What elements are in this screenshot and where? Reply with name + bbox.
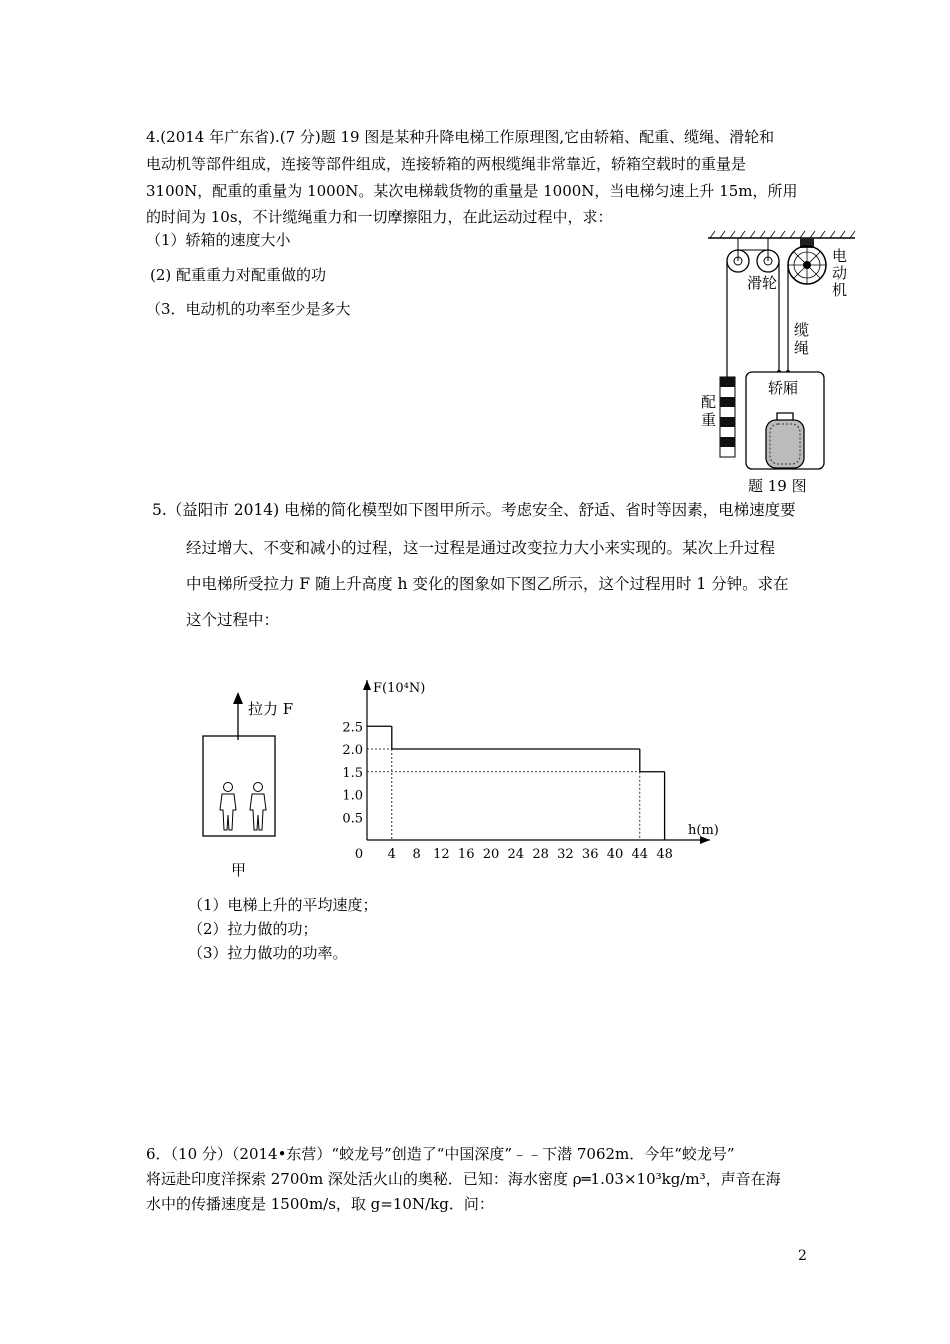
q5-line-3: 中电梯所受拉力 F 随上升高度 h 变化的图象如下图乙所示，这个过程用时 1 分钟。求在 xyxy=(186,575,789,593)
y-axis-label: F(10⁴N) xyxy=(373,681,426,696)
cargo-bag xyxy=(766,413,804,468)
q4-line-1: 4.(2014 年广东省).(7 分)题 19 图是某种升降电梯工作原理图,它由轿箱、配重、缆绳、滑轮和 xyxy=(146,128,775,146)
x-tick-label: 24 xyxy=(507,847,525,862)
x-tick-label: 44 xyxy=(631,847,649,862)
counterweight xyxy=(720,377,735,457)
y-axis-arrow xyxy=(363,680,371,690)
counterweight-label-2: 重 xyxy=(701,411,717,429)
q4-sub-1: （1）轿箱的速度大小 xyxy=(146,231,291,249)
q5-line-2: 经过增大、不变和减小的过程，这一过程是通过改变拉力大小来实现的。某次上升过程 xyxy=(186,539,776,557)
motor-label-1: 电 xyxy=(832,247,848,265)
y-tick-label: 2.5 xyxy=(342,720,363,736)
x-tick-label: 48 xyxy=(656,847,673,862)
elevator-model-figure xyxy=(195,690,315,885)
elevator-diagram xyxy=(700,225,860,495)
x-tick-label: 20 xyxy=(482,847,500,862)
cable-label-2: 绳 xyxy=(794,339,810,357)
page-number: 2 xyxy=(798,1248,807,1264)
elevator-box xyxy=(203,736,275,836)
q4-line-2: 电动机等部件组成，连接等部件组成，连接轿箱的两根缆绳非常靠近，轿箱空载时的重量是 xyxy=(146,155,747,173)
q4-line-3: 3100N，配重的重量为 1000N。某次电梯载货物的重量是 1000N，当电梯匀速上升 15m，所用 xyxy=(146,182,798,200)
q5-sub-2: （2）拉力做的功； xyxy=(188,920,318,938)
x-tick-label: 0 xyxy=(354,847,364,862)
q6-line-1: 6．（10 分）（2014•东营）“蛟龙号”创造了“中国深度”﹣﹣下潜 7062m．今年“蛟龙号” xyxy=(146,1145,735,1163)
y-tick-label: 0.5 xyxy=(342,811,363,827)
people-icon xyxy=(220,783,266,831)
x-tick-label: 8 xyxy=(412,847,421,862)
x-axis-label: h(m) xyxy=(688,823,719,838)
fig-jia-caption: 甲 xyxy=(231,861,247,879)
car-label: 轿厢 xyxy=(768,379,799,397)
motor-label-2: 动 xyxy=(832,264,848,282)
y-tick-label: 1.0 xyxy=(342,788,363,804)
q4-line-4: 的时间为 10s，不计缆绳重力和一切摩擦阻力，在此运动过程中，求： xyxy=(146,208,613,226)
y-tick-label: 1.5 xyxy=(342,765,363,781)
q4-sub-3: （3．电动机的功率至少是多大 xyxy=(146,300,351,318)
q4-sub-2: (2) 配重重力对配重做的功 xyxy=(150,266,327,284)
force-label: 拉力 F xyxy=(248,700,294,718)
q6-line-2: 将远赴印度洋探索 2700m 深处活火山的奥秘．已知：海水密度 ρ═1.03×10³kg/m³，声音在海 xyxy=(146,1170,781,1188)
force-height-chart xyxy=(330,670,730,890)
x-tick-label: 16 xyxy=(457,847,475,862)
counterweight-label-1: 配 xyxy=(701,393,717,411)
x-tick-label: 4 xyxy=(387,847,396,862)
x-tick-label: 40 xyxy=(606,847,624,862)
x-tick-label: 28 xyxy=(532,847,549,862)
q5-line-4: 这个过程中： xyxy=(186,611,280,629)
cable-label-1: 缆 xyxy=(794,321,810,339)
q5-sub-3: （3）拉力做功的功率。 xyxy=(188,944,348,962)
q5-sub-1: （1）电梯上升的平均速度； xyxy=(188,896,378,914)
x-tick-label: 32 xyxy=(557,847,574,862)
y-tick-label: 2.0 xyxy=(342,743,363,758)
q6-line-3: 水中的传播速度是 1500m/s，取 g=10N/kg．问： xyxy=(146,1195,494,1213)
q5-line-1: 5.（益阳市 2014) 电梯的简化模型如下图甲所示。考虑安全、舒适、省时等因素，电梯速度要 xyxy=(152,501,796,519)
x-tick-label: 36 xyxy=(581,847,599,862)
pulley-label: 滑轮 xyxy=(747,274,778,292)
x-tick-label: 12 xyxy=(433,847,450,862)
motor-label-3: 机 xyxy=(832,281,848,299)
figure-caption: 题 19 图 xyxy=(748,477,807,495)
